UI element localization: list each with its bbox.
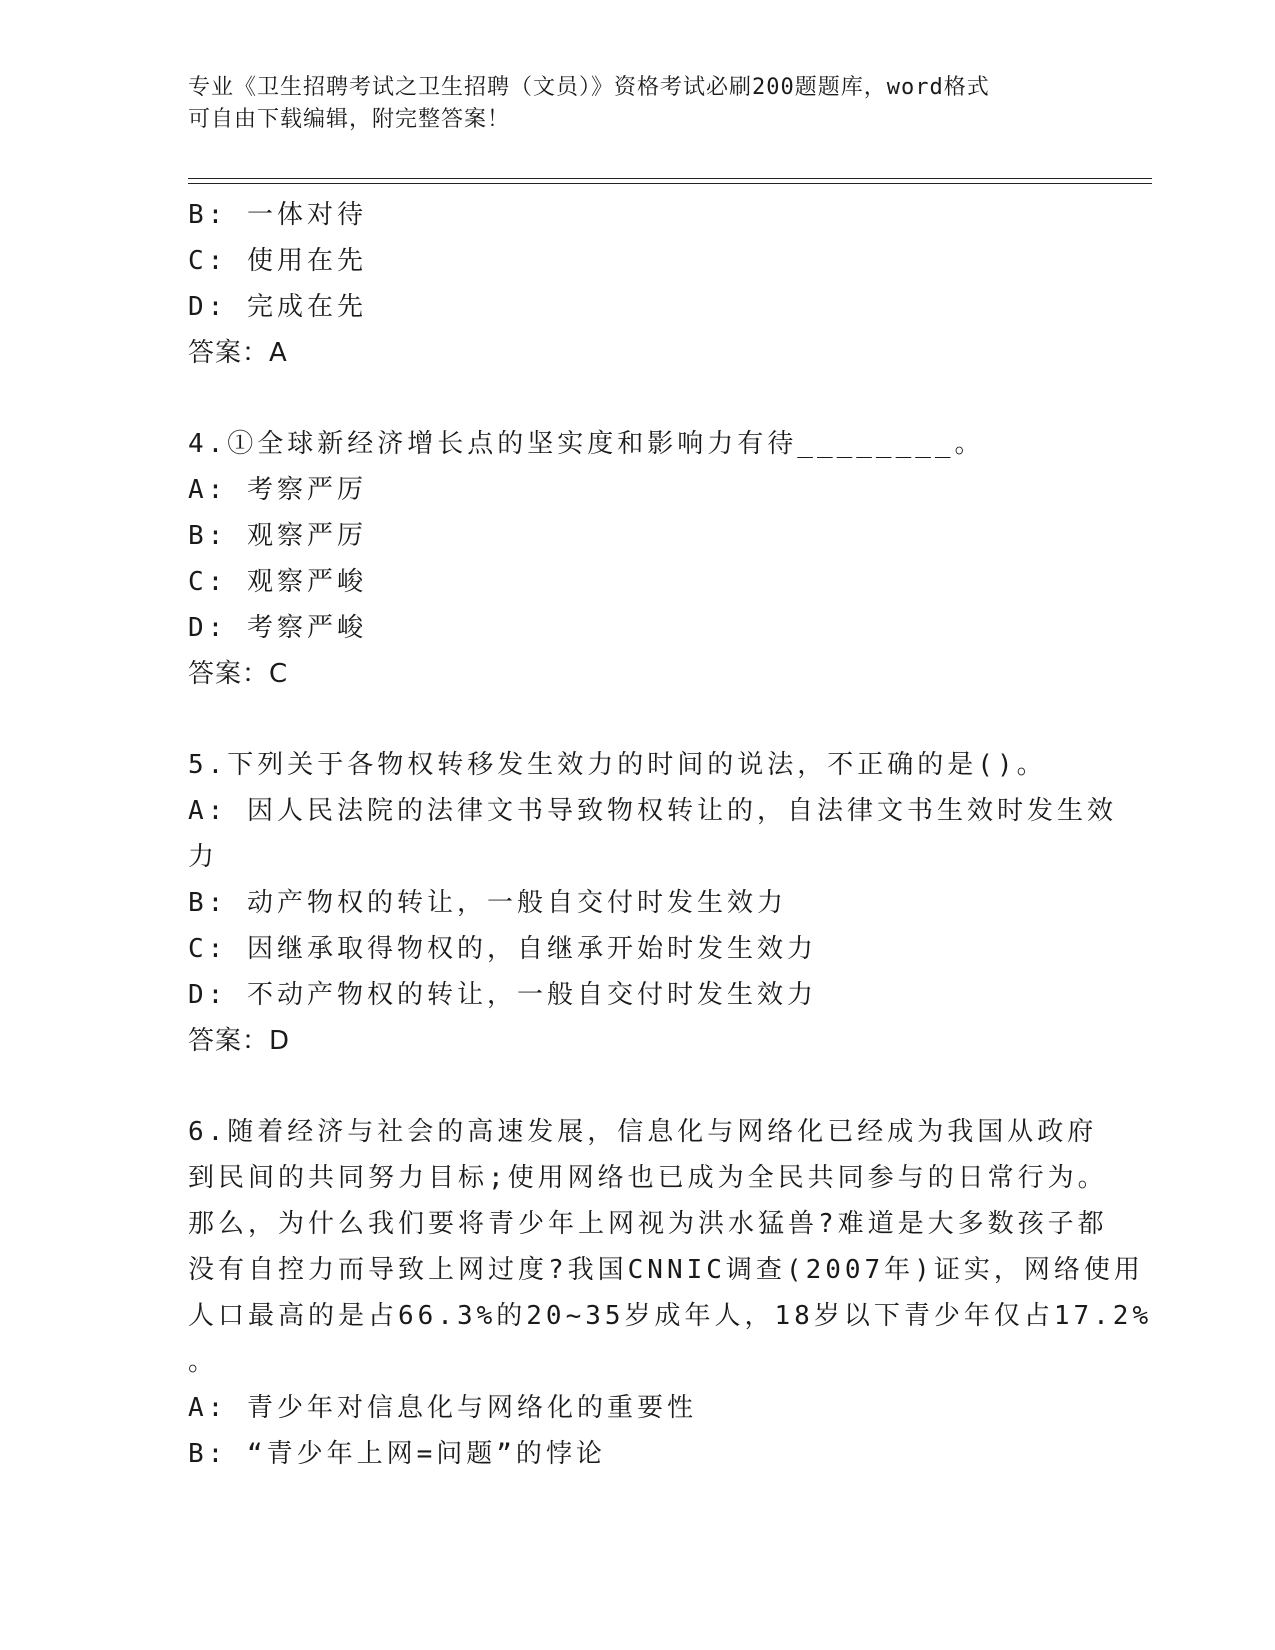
question-3-block <box>188 192 1088 376</box>
option-d: D: 不动产物权的转让，一般自交付时发生效力 <box>188 980 817 1010</box>
option-b: B: 观察严厉 <box>188 521 367 551</box>
answer: 答案：D <box>188 1026 291 1056</box>
question-6-block <box>188 1109 1153 1477</box>
question-stem-line-5: 人口最高的是占66.3%的20~35岁成年人，18岁以下青少年仅占17.2% <box>188 1301 1153 1331</box>
header-rule-top <box>188 178 1152 179</box>
option-c: C: 因继承取得物权的，自继承开始时发生效力 <box>188 934 817 964</box>
question-stem: 5.下列关于各物权转移发生效力的时间的说法，不正确的是()。 <box>188 750 1047 780</box>
answer: 答案：C <box>188 659 289 689</box>
option-a: A: 因人民法院的法律文书导致物权转让的，自法律文书生效时发生效 <box>188 796 1117 826</box>
answer: 答案：A <box>188 338 288 368</box>
option-b: B: “青少年上网=问题”的悖论 <box>188 1439 606 1469</box>
question-4-block <box>188 421 1088 697</box>
header-line-1: 专业《卫生招聘考试之卫生招聘（文员）》资格考试必刷200题题库，word格式 <box>188 75 990 100</box>
document-header <box>188 72 1088 136</box>
header-rule-bottom <box>188 183 1152 184</box>
option-d: D: 完成在先 <box>188 292 367 322</box>
option-b: B: 一体对待 <box>188 200 367 230</box>
question-stem-line-1: 6.随着经济与社会的高速发展，信息化与网络化已经成为我国从政府 <box>188 1117 1098 1147</box>
option-a: A: 考察严厉 <box>188 475 367 505</box>
question-list <box>188 192 1153 1477</box>
option-c: C: 使用在先 <box>188 246 367 276</box>
option-c: C: 观察严峻 <box>188 567 367 597</box>
option-b: B: 动产物权的转让，一般自交付时发生效力 <box>188 888 787 918</box>
question-5-block <box>188 742 1117 1064</box>
header-line-2: 可自由下载编辑，附完整答案！ <box>188 107 511 132</box>
question-stem-line-2: 到民间的共同努力目标;使用网络也已成为全民共同参与的日常行为。 <box>188 1163 1108 1193</box>
question-stem-line-3: 那么，为什么我们要将青少年上网视为洪水猛兽?难道是大多数孩子都 <box>188 1209 1108 1239</box>
option-d: D: 考察严峻 <box>188 613 367 643</box>
question-stem: 4.①全球新经济增长点的坚实度和影响力有待________。 <box>188 429 985 459</box>
question-stem-line-6: 。 <box>188 1347 219 1377</box>
option-a: A: 青少年对信息化与网络化的重要性 <box>188 1393 697 1423</box>
option-a-continued: 力 <box>188 842 219 872</box>
question-stem-line-4: 没有自控力而导致上网过度?我国CNNIC调查(2007年)证实，网络使用 <box>188 1255 1144 1285</box>
